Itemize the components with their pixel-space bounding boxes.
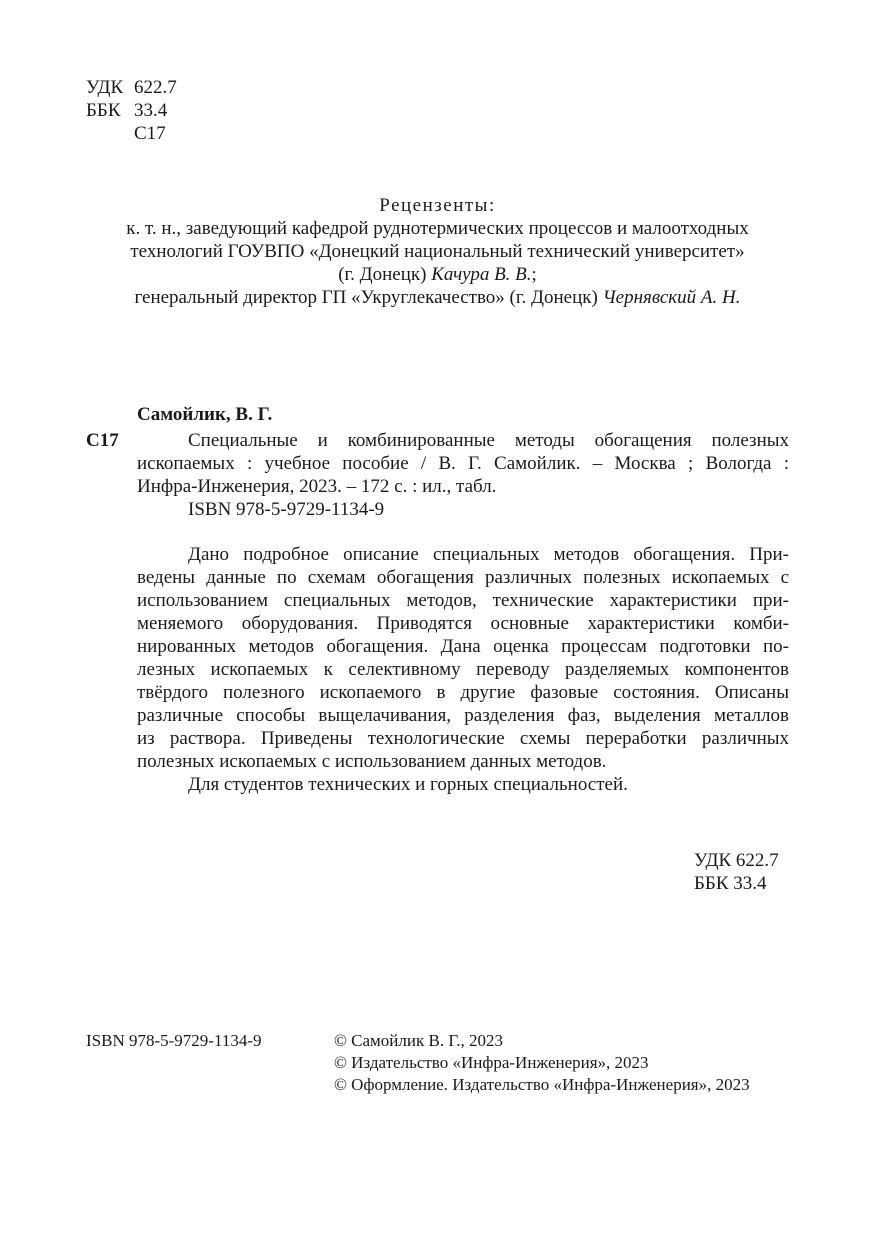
reviewer-line-4 <box>60 286 815 309</box>
reviewer-line-1: к. т. н., заведующий кафедрой руднотермических процессов и малоотходных <box>126 218 749 239</box>
reviewer-line-2: технологий ГОУВПО «Донецкий национальный технический университет» <box>130 241 745 262</box>
bbk-row <box>86 99 177 122</box>
abstract-line: использованием специальных методов, технические характеристики при- <box>137 590 789 611</box>
reviewer-line-3 <box>60 263 815 286</box>
abstract-line: различные способы выщелачивания, разделения фаз, выделения металлов <box>137 705 789 726</box>
author-mark: С17 <box>134 123 166 144</box>
abstract <box>137 543 789 796</box>
abstract-line: лезных ископаемых к селективному переводу разделяемых компонентов <box>137 659 789 680</box>
bottom-bbk: ББК 33.4 <box>694 873 767 894</box>
reviewers-heading: Рецензенты: <box>379 195 496 216</box>
bibliographic-record <box>137 429 789 521</box>
abstract-line: твёрдого полезного ископаемого в другие фазовые состояния. Описаны <box>137 682 789 703</box>
copyright-publisher: © Издательство «Инфра-Инженерия», 2023 <box>334 1053 649 1072</box>
reviewers-block <box>60 194 815 309</box>
udk-row <box>86 76 177 99</box>
reviewer-1-location: (г. Донецк) <box>338 264 432 285</box>
bib-line-2: ископаемых : учебное пособие / В. Г. Самойлик. – Москва ; Вологда : <box>137 453 789 474</box>
udk-label: УДК <box>86 77 124 98</box>
udk-value: 622.7 <box>134 77 177 98</box>
author-mark-row <box>86 122 177 145</box>
reviewer-2-position: генеральный директор ГП «Укруглекачество» (г. Донецк) <box>134 287 603 308</box>
bbk-value: 33.4 <box>134 100 168 121</box>
reviewer-1-punct: ; <box>531 264 537 285</box>
abstract-line: из раствора. Приведены технологические схемы переработки различных <box>137 728 789 749</box>
abstract-line: ведены данные по схемам обогащения различных полезных ископаемых с <box>137 567 789 588</box>
abstract-line: нированных методов обогащения. Дана оценка процессам подготовки по- <box>137 636 789 657</box>
abstract-line: полезных ископаемых с использованием данных методов. <box>137 751 607 772</box>
copyright-block <box>334 1030 750 1096</box>
reviewer-2-name: Чернявский А. Н. <box>602 287 741 308</box>
reviewer-1-name: Качура В. В. <box>431 264 532 285</box>
copyright-author: © Самойлик В. Г., 2023 <box>334 1031 503 1050</box>
bottom-classification <box>694 849 779 895</box>
bib-isbn: ISBN 978-5-9729-1134-9 <box>188 499 385 520</box>
bbk-label: ББК <box>86 100 121 121</box>
bib-line-3: Инфра-Инженерия, 2023. – 172 с. : ил., табл. <box>137 476 497 497</box>
bibliographic-mark: С17 <box>86 430 119 451</box>
abstract-line: меняемого оборудования. Приводятся основные характеристики комби- <box>137 613 789 634</box>
bottom-udk: УДК 622.7 <box>694 850 779 871</box>
top-classification <box>86 76 177 145</box>
abstract-audience: Для студентов технических и горных специальностей. <box>188 774 628 795</box>
author-heading: Самойлик, В. Г. <box>137 404 273 425</box>
copyright-design: © Оформление. Издательство «Инфра-Инженерия», 2023 <box>334 1075 750 1094</box>
bib-line-1: Специальные и комбинированные методы обогащения полезных <box>188 430 789 451</box>
footer-isbn: ISBN 978-5-9729-1134-9 <box>86 1031 262 1050</box>
abstract-line: Дано подробное описание специальных методов обогащения. При- <box>188 544 789 565</box>
